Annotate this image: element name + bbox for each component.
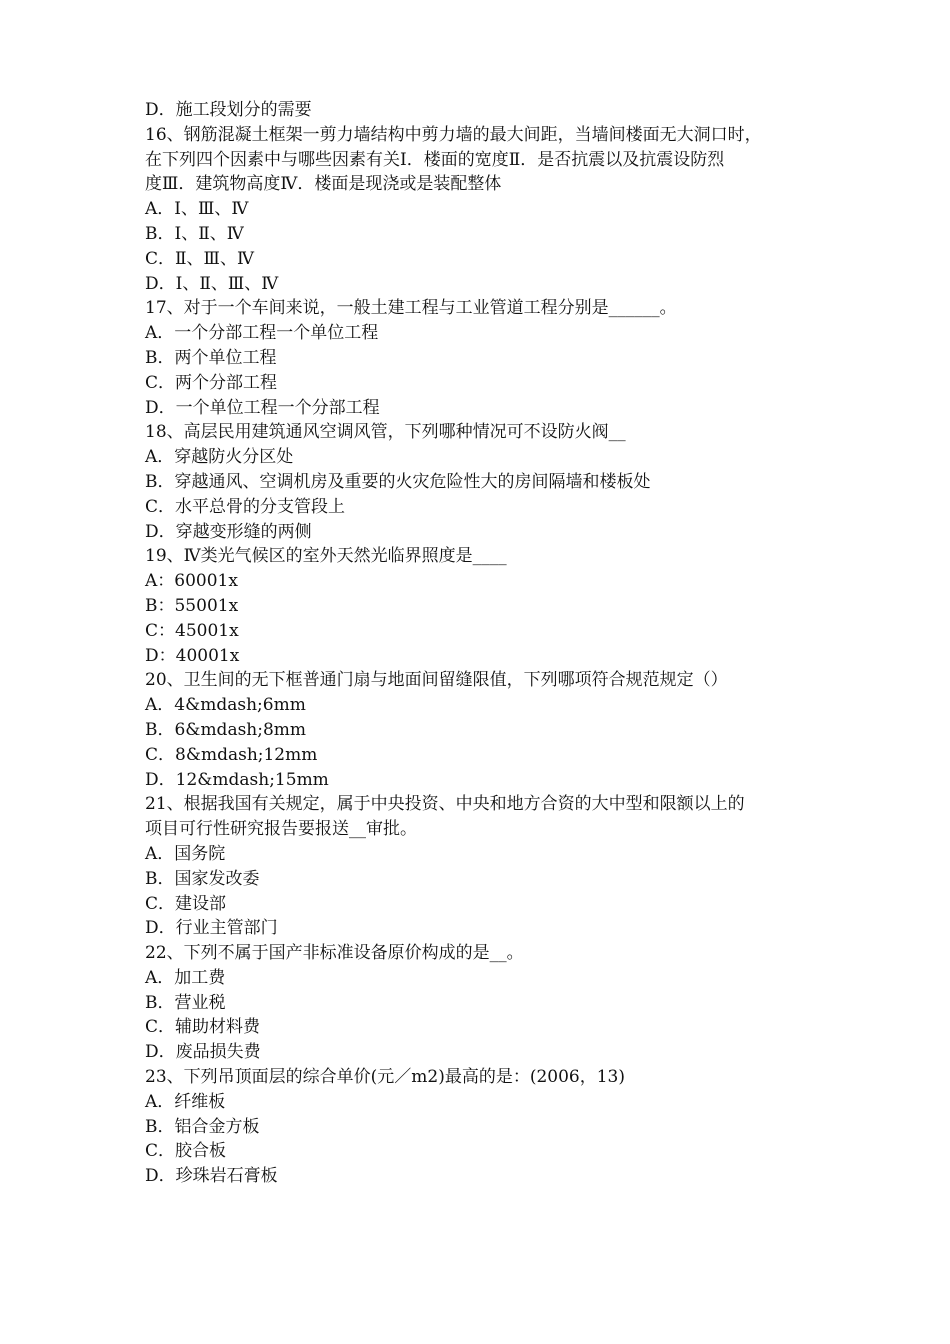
question-line: 21、根据我国有关规定，属于中央投资、中央和地方合资的大中型和限额以上的 (145, 794, 745, 815)
option-line: A．4&mdash;6mm (145, 695, 306, 716)
option-line: B．两个单位工程 (145, 347, 277, 368)
option-line: A．一个分部工程一个单位工程 (145, 323, 379, 344)
question-line: 20、卫生间的无下框普通门扇与地面间留缝限值，下列哪项符合规范规定（） (145, 670, 728, 691)
option-line: C．水平总骨的分支管段上 (145, 496, 346, 517)
option-line: A．国务院 (145, 843, 226, 864)
question-line: 项目可行性研究报告要报送__审批。 (145, 819, 417, 840)
question-line: 在下列四个因素中与哪些因素有关Ⅰ．楼面的宽度Ⅱ．是否抗震以及抗震设防烈 (145, 149, 725, 170)
option-line: D．Ⅰ、Ⅱ、Ⅲ、Ⅳ (145, 273, 279, 294)
option-line: B．铝合金方板 (145, 1116, 260, 1137)
option-line: B．Ⅰ、Ⅱ、Ⅳ (145, 223, 244, 244)
question-line: 23、下列吊顶面层的综合单价(元／m2)最高的是：(2006，13) (145, 1067, 625, 1088)
question-line: 17、对于一个车间来说，一般土建工程与工业管道工程分别是______。 (145, 298, 677, 319)
question-line: 22、下列不属于国产非标准设备原价构成的是__。 (145, 943, 524, 964)
option-line: B．6&mdash;8mm (145, 719, 307, 740)
option-line: B．国家发改委 (145, 868, 260, 889)
option-line: D．行业主管部门 (145, 918, 278, 939)
question-line: 16、钢筋混凝土框架一剪力墙结构中剪力墙的最大间距，当墙间楼面无大洞口时， (145, 124, 762, 145)
question-line: 19、Ⅳ类光气候区的室外天然光临界照度是____ (145, 546, 507, 567)
option-line: C．8&mdash;12mm (145, 744, 318, 765)
option-line: A．加工费 (145, 967, 226, 988)
option-line: B．穿越通风、空调机房及重要的火灾危险性大的房间隔墙和楼板处 (145, 471, 651, 492)
option-line: C．Ⅱ、Ⅲ、Ⅳ (145, 248, 254, 269)
option-line: D：40001x (145, 645, 240, 666)
option-line: A：60001x (145, 571, 238, 592)
option-line: A．Ⅰ、Ⅲ、Ⅳ (145, 199, 249, 220)
option-line: A．纤维板 (145, 1091, 226, 1112)
option-line: D．一个单位工程一个分部工程 (145, 397, 380, 418)
option-line: D．废品损失费 (145, 1042, 261, 1063)
question-line: 18、高层民用建筑通风空调风管，下列哪种情况可不设防火阀__ (145, 422, 626, 443)
option-line: C．辅助材料费 (145, 1017, 261, 1038)
option-line: B：55001x (145, 595, 239, 616)
option-line: C．两个分部工程 (145, 372, 278, 393)
option-line: D．施工段划分的需要 (145, 100, 312, 120)
option-line: D．珍珠岩石膏板 (145, 1166, 278, 1187)
option-line: C：45001x (145, 620, 239, 641)
option-line: C．胶合板 (145, 1141, 227, 1162)
option-line: C．建设部 (145, 893, 227, 914)
option-line: A．穿越防火分区处 (145, 447, 294, 468)
document-body (145, 98, 815, 1189)
question-line: 度Ⅲ．建筑物高度Ⅳ．楼面是现浇或是装配整体 (145, 174, 502, 195)
option-line: B．营业税 (145, 992, 226, 1013)
option-line: D．穿越变形缝的两侧 (145, 521, 312, 542)
option-line: D．12&mdash;15mm (145, 769, 329, 790)
